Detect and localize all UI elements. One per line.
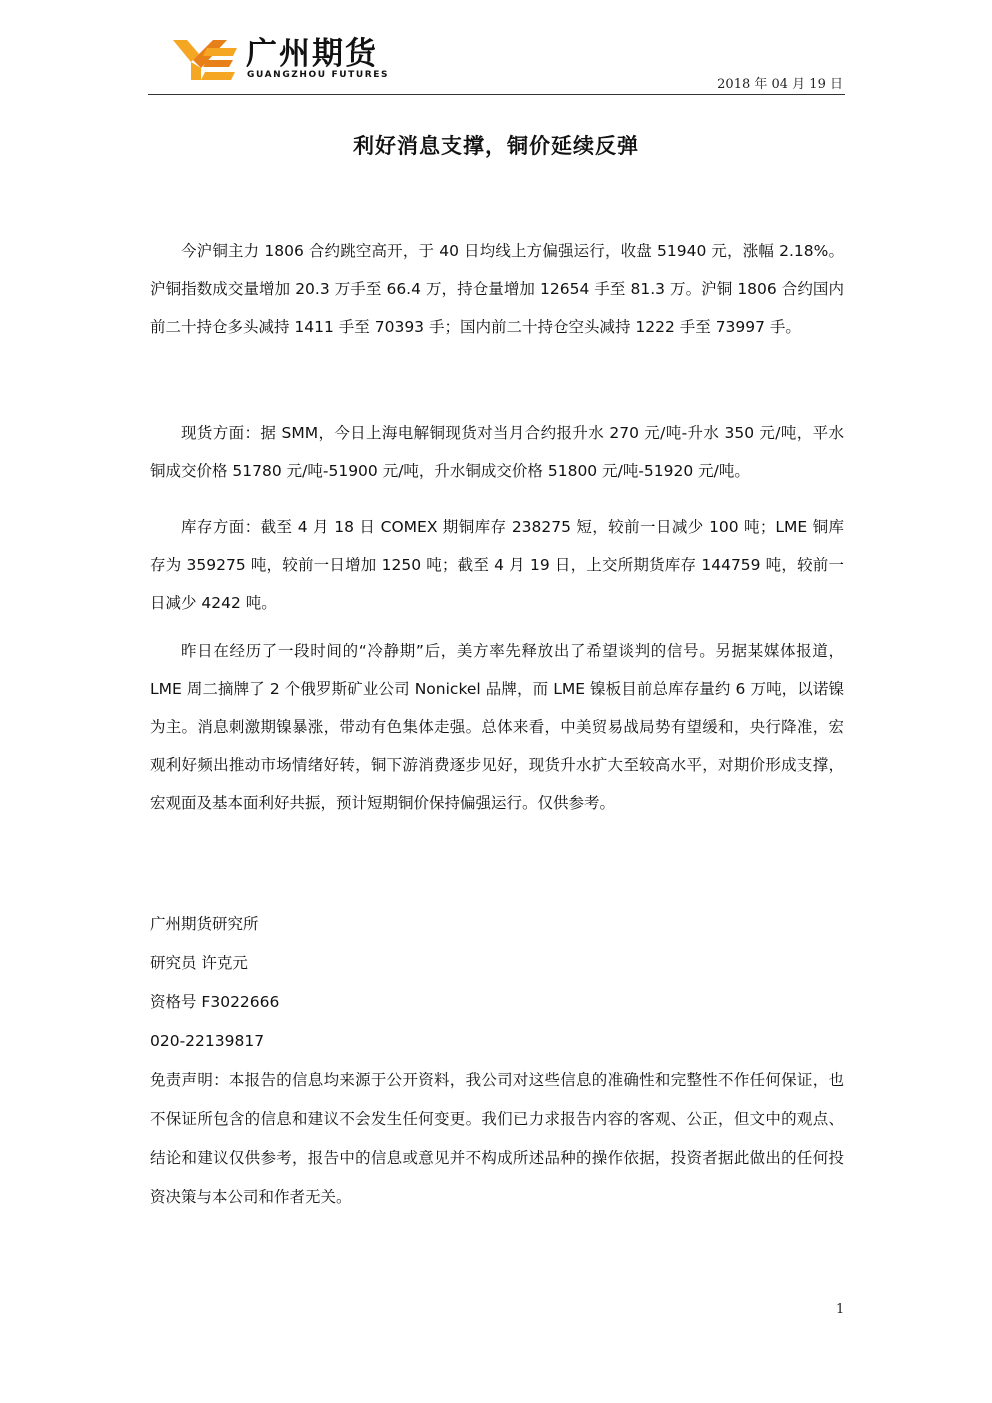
page-header (148, 36, 845, 95)
license-number: 资格号 F3022666 (150, 993, 280, 1011)
phone-number: 020-22139817 (150, 1032, 265, 1050)
researcher-name: 研究员 许克元 (150, 954, 248, 972)
page-number: 1 (836, 1302, 845, 1317)
disclaimer-text: 免责声明：本报告的信息均来源于公开资料，我公司对这些信息的准确性和完整性不作任何保证，也不保证所包含的信息和建议不会发生任何变更。我们已力求报告内容的客观、公正，但文中的观点、结论和建议仅供参考，报告中的信息或意见并不构成所述品种的操作依据，投资者据此做出的任何投资决策与本公司和作者无关。 (150, 1071, 844, 1206)
paragraph-inventory (150, 508, 844, 622)
paragraph-text: 今沪铜主力 1806 合约跳空高开，于 40 日均线上方偏强运行，收盘 51940 元，涨幅 2.18%。沪铜指数成交量增加 20.3 万手至 66.4 万，持仓量增加 12654 手至 81.3 万。沪铜 1806 合约国内前二十持仓多头减持 1411 手至 70393 手；国内前二十持仓空头减持 1222 手至 73997 手。 (150, 242, 844, 336)
logo-english-name: GUANGZHOU FUTURES (247, 70, 390, 80)
report-title: 利好消息支撑，铜价延续反弹 (353, 134, 639, 158)
paragraph-outlook (150, 632, 844, 822)
institute-name: 广州期货研究所 (150, 915, 259, 933)
report-date: 2018 年 04 月 19 日 (717, 77, 843, 92)
report-footer (150, 905, 844, 1217)
guangzhou-futures-logo-icon (173, 38, 239, 82)
paragraph-text: 库存方面：截至 4 月 18 日 COMEX 期铜库存 238275 短，较前一日减少 100 吨；LME 铜库存为 359275 吨，较前一日增加 1250 吨；截至 4 月 19 日，上交所期货库存 144759 吨，较前一日减少 4242 吨。 (150, 518, 844, 612)
paragraph-text: 昨日在经历了一段时间的“冷静期”后，美方率先释放出了希望谈判的信号。另据某媒体报道，LME 周二摘牌了 2 个俄罗斯矿业公司 Nonickel 品牌，而 LME 镍板目前总库存量约 6 万吨，以诺镍为主。消息刺激期镍暴涨，带动有色集体走强。总体来看，中美贸易战局势有望缓和，央行降准，宏观利好频出推动市场情绪好转，铜下游消费逐步见好，现货升水扩大至较高水平，对期价形成支撑，宏观面及基本面利好共振，预计短期铜价保持偏强运行。仅供参考。 (150, 642, 844, 812)
logo-chinese-name: 广州期货 (246, 36, 378, 72)
paragraph-text: 现货方面：据 SMM，今日上海电解铜现货对当月合约报升水 270 元/吨-升水 350 元/吨，平水铜成交价格 51780 元/吨-51900 元/吨，升水铜成交价格 51800 元/吨-51920 元/吨。 (150, 424, 844, 480)
paragraph-spot-market (150, 414, 844, 490)
paragraph-market-summary (150, 232, 844, 346)
